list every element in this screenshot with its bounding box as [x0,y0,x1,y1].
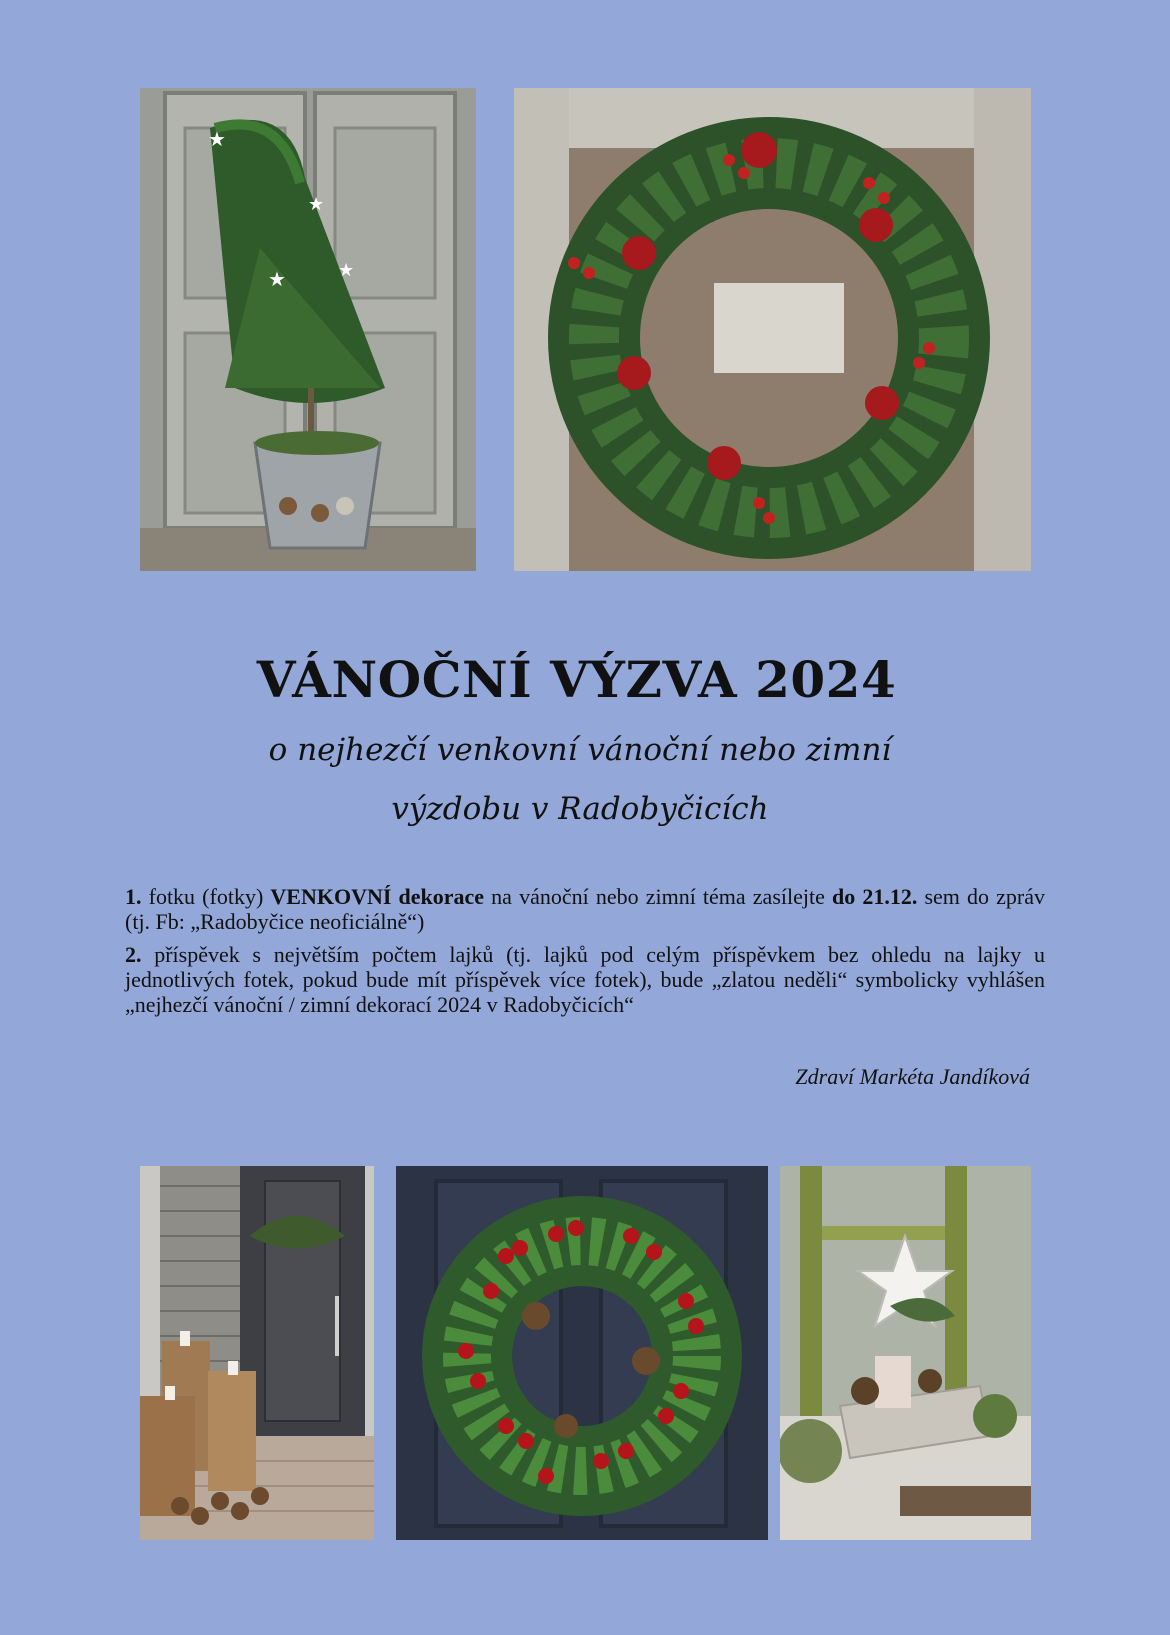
rules-list [125,884,1045,1025]
photo-entrance-logs [140,1166,374,1540]
svg-text:★: ★ [268,267,286,291]
rule-2 [125,942,1045,1017]
page-title: VÁNOČNÍ VÝZVA 2024 [256,650,897,709]
rule-1 [125,884,1045,934]
subtitle-line-1: o nejhezčí venkovní vánoční nebo zimní [268,732,892,768]
photo-red-berry-wreath [396,1166,768,1540]
svg-text:★: ★ [308,194,325,215]
rule-text: příspěvek s největším počtem lajků (tj. lajků pod celým příspěvkem bez ohledu na lajky u jednotlivých fotek, pokud bude mít příspěvek více fotek), bude „zlatou neděli“ symbolicky vyhlášen „nejhezčí vánoční / zimní dekorací 2024 v Radobyčicích“ [125,942,1045,1017]
rule-number: 1. [125,884,142,909]
photo-fir-tree-bucket [140,88,476,571]
rule-text: na vánoční nebo zimní téma zasílejte [484,884,832,909]
rule-highlight: VENKOVNÍ dekorace [270,884,485,909]
svg-text:★: ★ [208,127,226,151]
svg-text:★: ★ [338,260,355,281]
rule-text: fotku (fotky) [141,884,271,909]
subtitle-line-2: výzdobu v Radobyčicích [391,791,769,827]
rule-number: 2. [125,942,142,967]
photo-fir-wreath-apples [514,88,1031,571]
rule-text: sem do zpráv (tj. Fb: „Radobyčice neoficiálně“) [125,884,1045,934]
rule-deadline: do 21.12. [831,884,918,909]
signature: Zdraví Markéta Jandíková [795,1064,1030,1089]
photo-window-star-candle [780,1166,1031,1540]
